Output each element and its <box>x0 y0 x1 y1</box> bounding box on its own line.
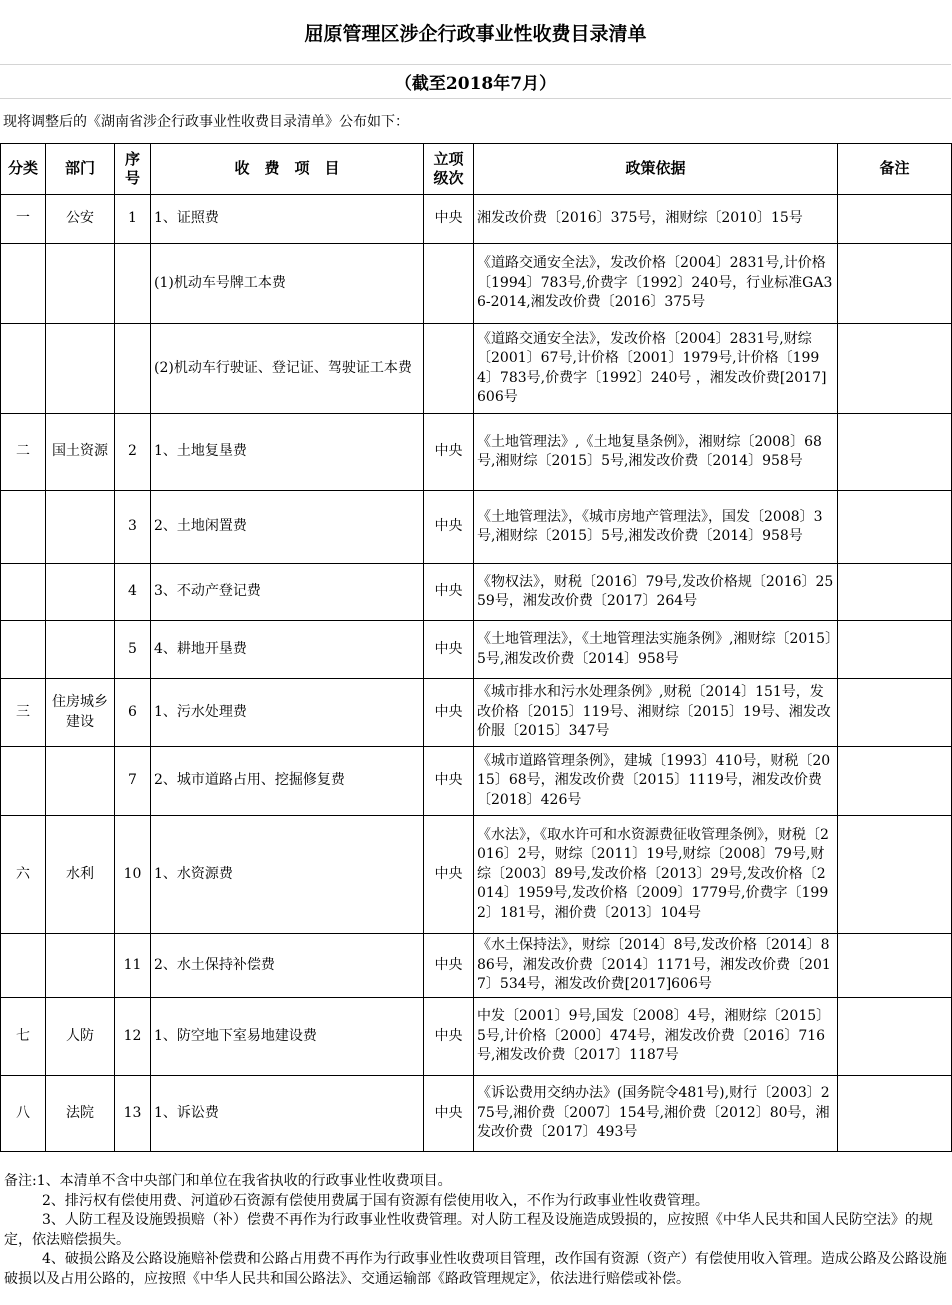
cell-category: 六 <box>1 816 46 934</box>
cell-category <box>1 244 46 324</box>
note-4: 4、破损公路及公路设施赔补偿费和公路占用费不再作为行政事业性收费项目管理，改作国有资源（资产）有偿使用收入管理。造成公路及公路设施破损以及占用公路的，应按照《中华人民共和国公路法》、交通运输部《路政管理规定》，依法进行赔偿或补偿。 <box>4 1251 947 1287</box>
cell-item: 4、耕地开垦费 <box>151 621 424 679</box>
cell-department <box>46 244 115 324</box>
cell-item: 1、证照费 <box>151 195 424 244</box>
note-2: 2、排污权有偿使用费、河道砂石资源有偿使用费属于国有资源有偿使用收入，不作为行政事业性收费管理。 <box>42 1192 709 1209</box>
cell-level: 中央 <box>424 564 474 621</box>
cell-item: 1、污水处理费 <box>151 679 424 747</box>
cell-basis: 《城市排水和污水处理条例》,财税〔2014〕151号，发改价格〔2015〕119号、湘财综〔2015〕19号、湘发改价服〔2015〕347号 <box>474 679 838 747</box>
header-item: 收 费 项 目 <box>151 144 424 195</box>
cell-level: 中央 <box>424 747 474 816</box>
cell-level: 中央 <box>424 414 474 491</box>
cell-level: 中央 <box>424 621 474 679</box>
cell-category: 八 <box>1 1076 46 1152</box>
cell-department: 国土资源 <box>46 414 115 491</box>
table-row <box>1 998 952 1076</box>
cell-seq: 4 <box>115 564 151 621</box>
cell-remark <box>838 564 952 621</box>
table-row <box>1 324 952 414</box>
cell-item: (2)机动车行驶证、登记证、驾驶证工本费 <box>151 324 424 414</box>
cell-seq <box>115 244 151 324</box>
cell-remark <box>838 195 952 244</box>
table-row <box>1 934 952 998</box>
cell-remark <box>838 934 952 998</box>
cell-department: 住房城乡建设 <box>46 679 115 747</box>
cell-level: 中央 <box>424 998 474 1076</box>
cell-department: 法院 <box>46 1076 115 1152</box>
cell-level: 中央 <box>424 816 474 934</box>
cell-department <box>46 747 115 816</box>
cell-seq: 12 <box>115 998 151 1076</box>
cell-remark <box>838 414 952 491</box>
cell-seq: 11 <box>115 934 151 998</box>
cell-seq: 3 <box>115 491 151 564</box>
cell-department <box>46 324 115 414</box>
cell-level <box>424 244 474 324</box>
cell-category <box>1 621 46 679</box>
cell-seq <box>115 324 151 414</box>
cell-category: 三 <box>1 679 46 747</box>
cell-basis: 《土地管理法》,《土地复垦条例》，湘财综〔2008〕68号,湘财综〔2015〕5号,湘发改价费〔2014〕958号 <box>474 414 838 491</box>
cell-department <box>46 621 115 679</box>
cell-level: 中央 <box>424 195 474 244</box>
cell-seq: 7 <box>115 747 151 816</box>
header-level: 立项级次 <box>424 144 474 195</box>
cell-basis: 《水土保持法》，财综〔2014〕8号,发改价格〔2014〕886号，湘发改价费〔2014〕1171号，湘发改价费〔2017〕534号，湘发改价费[2017]606号 <box>474 934 838 998</box>
cell-department <box>46 564 115 621</box>
header-department: 部门 <box>46 144 115 195</box>
cell-level: 中央 <box>424 934 474 998</box>
cell-item: 1、诉讼费 <box>151 1076 424 1152</box>
cell-department <box>46 491 115 564</box>
cell-remark <box>838 491 952 564</box>
header-seq: 序号 <box>115 144 151 195</box>
cell-seq: 5 <box>115 621 151 679</box>
table-row <box>1 679 952 747</box>
cell-item: 2、水土保持补偿费 <box>151 934 424 998</box>
cell-item: 1、防空地下室易地建设费 <box>151 998 424 1076</box>
table-row <box>1 621 952 679</box>
table-row <box>1 195 952 244</box>
fee-catalog-table <box>0 143 952 1152</box>
cell-remark <box>838 679 952 747</box>
cell-remark <box>838 998 952 1076</box>
note-1: 备注:1、本清单不含中央部门和单位在我省执收的行政事业性收费项目。 <box>4 1173 452 1189</box>
cell-category <box>1 564 46 621</box>
note-3: 3、人防工程及设施毁损赔（补）偿费不再作为行政事业性收费管理。对人防工程及设施造成毁损的，应按照《中华人民共和国人民防空法》的规定，依法赔偿损失。 <box>4 1212 933 1248</box>
cell-department: 公安 <box>46 195 115 244</box>
header-category: 分类 <box>1 144 46 195</box>
cell-item: 3、不动产登记费 <box>151 564 424 621</box>
cell-category <box>1 934 46 998</box>
cell-level: 中央 <box>424 679 474 747</box>
cell-department: 人防 <box>46 998 115 1076</box>
page-subtitle: （截至2018年7月） <box>0 65 951 99</box>
cell-basis: 《诉讼费用交纳办法》(国务院令481号),财行〔2003〕275号,湘价费〔2007〕154号,湘价费〔2012〕80号，湘发改价费〔2017〕493号 <box>474 1076 838 1152</box>
cell-remark <box>838 244 952 324</box>
cell-basis: 《物权法》，财税〔2016〕79号,发改价格规〔2016〕2559号，湘发改价费〔2017〕264号 <box>474 564 838 621</box>
cell-basis: 《道路交通安全法》，发改价格〔2004〕2831号,财综〔2001〕67号,计价格〔2001〕1979号,计价格〔1994〕783号,价费字〔1992〕240号 ，湘发改价费[2017]606号 <box>474 324 838 414</box>
cell-item: 1、水资源费 <box>151 816 424 934</box>
table-header-row <box>1 144 952 195</box>
cell-department <box>46 934 115 998</box>
cell-level <box>424 324 474 414</box>
cell-item: 2、城市道路占用、挖掘修复费 <box>151 747 424 816</box>
table-row <box>1 747 952 816</box>
table-row <box>1 244 952 324</box>
cell-item: 1、土地复垦费 <box>151 414 424 491</box>
cell-category: 七 <box>1 998 46 1076</box>
cell-remark <box>838 324 952 414</box>
cell-basis: 《道路交通安全法》，发改价格〔2004〕2831号,计价格〔1994〕783号,价费字〔1992〕240号，行业标准GA36-2014,湘发改价费〔2016〕375号 <box>474 244 838 324</box>
cell-level: 中央 <box>424 1076 474 1152</box>
cell-seq: 1 <box>115 195 151 244</box>
cell-category <box>1 747 46 816</box>
cell-item: 2、土地闲置费 <box>151 491 424 564</box>
cell-basis: 《水法》，《取水许可和水资源费征收管理条例》，财税〔2016〕2号，财综〔2011〕19号,财综〔2008〕79号,财综〔2003〕89号,发改价格〔2013〕29号,发改价格〔2014〕1959号,发改价格〔2009〕1779号,价费字〔1992〕181号，湘价费〔2013〕104号 <box>474 816 838 934</box>
cell-basis: 《土地管理法》，《城市房地产管理法》，国发〔2008〕3号,湘财综〔2015〕5号,湘发改价费〔2014〕958号 <box>474 491 838 564</box>
table-row <box>1 816 952 934</box>
cell-category <box>1 491 46 564</box>
cell-seq: 10 <box>115 816 151 934</box>
cell-seq: 13 <box>115 1076 151 1152</box>
cell-remark <box>838 747 952 816</box>
cell-category: 一 <box>1 195 46 244</box>
cell-remark <box>838 621 952 679</box>
cell-category <box>1 324 46 414</box>
notes-section <box>0 1172 951 1289</box>
cell-item: (1)机动车号牌工本费 <box>151 244 424 324</box>
cell-level: 中央 <box>424 491 474 564</box>
cell-seq: 6 <box>115 679 151 747</box>
page-title: 屈原管理区涉企行政事业性收费目录清单 <box>0 0 951 65</box>
header-basis: 政策依据 <box>474 144 838 195</box>
cell-basis: 《土地管理法》，《土地管理法实施条例》,湘财综〔2015〕5号,湘发改价费〔2014〕958号 <box>474 621 838 679</box>
cell-basis: 中发〔2001〕9号,国发〔2008〕4号，湘财综〔2015〕5号,计价格〔2000〕474号，湘发改价费〔2016〕716号,湘发改价费〔2017〕1187号 <box>474 998 838 1076</box>
table-row <box>1 564 952 621</box>
table-row <box>1 414 952 491</box>
cell-remark <box>838 1076 952 1152</box>
cell-basis: 《城市道路管理条例》，建城〔1993〕410号，财税〔2015〕68号，湘发改价费〔2015〕1119号，湘发改价费〔2018〕426号 <box>474 747 838 816</box>
cell-basis: 湘发改价费〔2016〕375号，湘财综〔2010〕15号 <box>474 195 838 244</box>
table-row <box>1 491 952 564</box>
table-row <box>1 1076 952 1152</box>
intro-text: 现将调整后的《湖南省涉企行政事业性收费目录清单》公布如下： <box>3 114 409 130</box>
cell-department: 水利 <box>46 816 115 934</box>
cell-remark <box>838 816 952 934</box>
cell-category: 二 <box>1 414 46 491</box>
cell-seq: 2 <box>115 414 151 491</box>
header-remark: 备注 <box>838 144 952 195</box>
